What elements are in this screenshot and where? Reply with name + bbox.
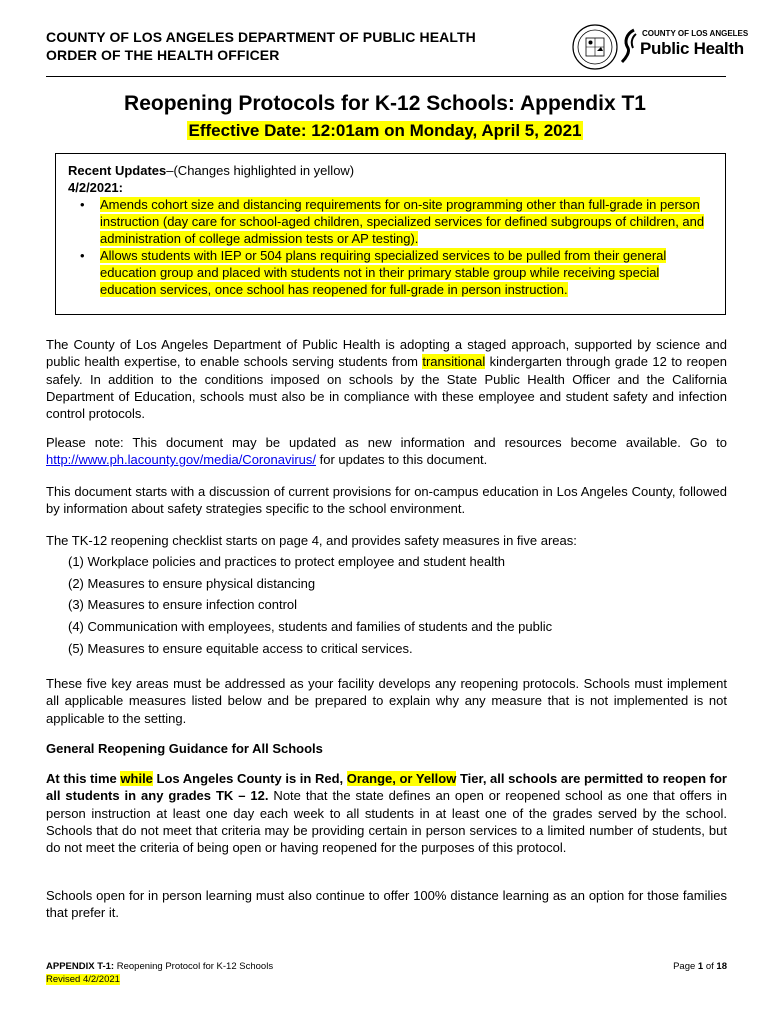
header-divider — [46, 76, 726, 77]
document-title: Reopening Protocols for K-12 Schools: Appendix T1 — [124, 92, 646, 115]
key-areas-paragraph: These five key areas must be addressed as your facility develops any reopening protocols. Schools must implement all applicable measures listed below and be prepared to explain why any measure that is not implemented is not applicable to the setting. — [46, 676, 727, 726]
appendix-text: Reopening Protocol for K-12 Schools — [114, 961, 274, 972]
highlight-transitional: transitional — [422, 354, 486, 370]
highlight-while: while — [120, 771, 153, 786]
updates-heading-line — [68, 162, 715, 179]
public-health-mark-icon — [620, 28, 640, 64]
note-paragraph: Please note: This document may be updated as new information and resources become available. Go to http://www.ph.lacounty.gov/media/Coronavirus/ for updates to this document. — [46, 435, 727, 468]
update-item-text: Amends cohort size and distancing requirements for on-site programming other than full-grade in person instruction (day care for school-aged children, specialized services for defined subgroups of children, and administration of college admission tests or AP testing). — [100, 197, 705, 246]
bullet-icon: • — [80, 248, 85, 263]
update-item — [68, 247, 715, 298]
effective-date-text: Effective Date: 12:01am on Monday, April 5, 2021 — [188, 121, 582, 140]
list-item: (1) Workplace policies and practices to protect employee and student health — [68, 554, 505, 569]
update-item — [68, 196, 715, 247]
section-heading: General Reopening Guidance for All Schools — [46, 741, 323, 756]
footer-left — [46, 960, 273, 986]
updates-list — [68, 196, 715, 298]
logo-county-text: COUNTY OF LOS ANGELES — [642, 29, 749, 38]
document-header — [46, 28, 749, 76]
tier-paragraph: At this time while Los Angeles County is in Red, Orange, or Yellow Tier, all schools are permitted to reopen for all students in any grades TK – 12. Note that the state defines an open or reopened school as one that offers in person instruction at least one day each week to all students in at least one of the grades served by the school. Schools that do not meet that criteria may be providing certain in person services to a limited number of students, but do not meet the criteria of being open or having reopened for the purposes of this protocol. — [46, 771, 727, 856]
distance-learning-paragraph: Schools open for in person learning must also continue to offer 100% distance learning as an option for those families that prefer it. — [46, 888, 727, 921]
bullet-icon: • — [80, 197, 85, 212]
agency-line-1: COUNTY OF LOS ANGELES DEPARTMENT OF PUBLIC HEALTH — [46, 29, 476, 45]
safety-areas-list — [68, 553, 718, 661]
checklist-intro: The TK-12 reopening checklist starts on page 4, and provides safety measures in five areas: — [46, 533, 577, 548]
list-item: (2) Measures to ensure physical distancing — [68, 575, 316, 591]
overview-paragraph: This document starts with a discussion of current provisions for on-campus education in Los Angeles County, followed by information about safety strategies specific to the school environment. — [46, 484, 727, 517]
revised-date: Revised 4/2/2021 — [46, 974, 120, 985]
effective-date — [0, 121, 770, 141]
updates-date: 4/2/2021: — [68, 180, 123, 195]
updates-heading: Recent Updates — [68, 163, 167, 178]
update-item-text: Allows students with IEP or 504 plans requiring specialized services to be pulled from their general education group and placed with students not in their primary stable group while receiving special education services, once school has reopened for full-grade in person instruction. — [100, 248, 667, 297]
list-item: (5) Measures to ensure equitable access to critical services. — [68, 640, 413, 656]
list-item: (4) Communication with employees, students and families of students and the public — [68, 619, 553, 635]
agency-line-2: ORDER OF THE HEALTH OFFICER — [46, 47, 280, 63]
county-seal-icon — [572, 24, 618, 70]
page-number: Page 1 of 18 — [673, 961, 727, 972]
logo-public-health-text: Public Health — [640, 39, 744, 58]
highlight-tiers: Orange, or Yellow — [346, 771, 457, 786]
public-health-logo — [620, 28, 749, 68]
coronavirus-link[interactable]: http://www.ph.lacounty.gov/media/Coronavirus/ — [46, 452, 317, 468]
intro-paragraph: The County of Los Angeles Department of Public Health is adopting a staged approach, supported by science and public health expertise, to enable schools serving students from transitional kindergarten through grade 12 to reopen safely. In addition to the conditions imposed on schools by the State Public Health Officer and the California Department of Education, schools must also be in compliance with these employee and student safety and infection control protocols. — [46, 337, 727, 422]
appendix-label: APPENDIX T-1: — [46, 961, 115, 972]
list-item: (3) Measures to ensure infection control — [68, 597, 298, 613]
updates-heading-note: –(Changes highlighted in yellow) — [166, 163, 355, 178]
recent-updates-box — [55, 153, 726, 315]
